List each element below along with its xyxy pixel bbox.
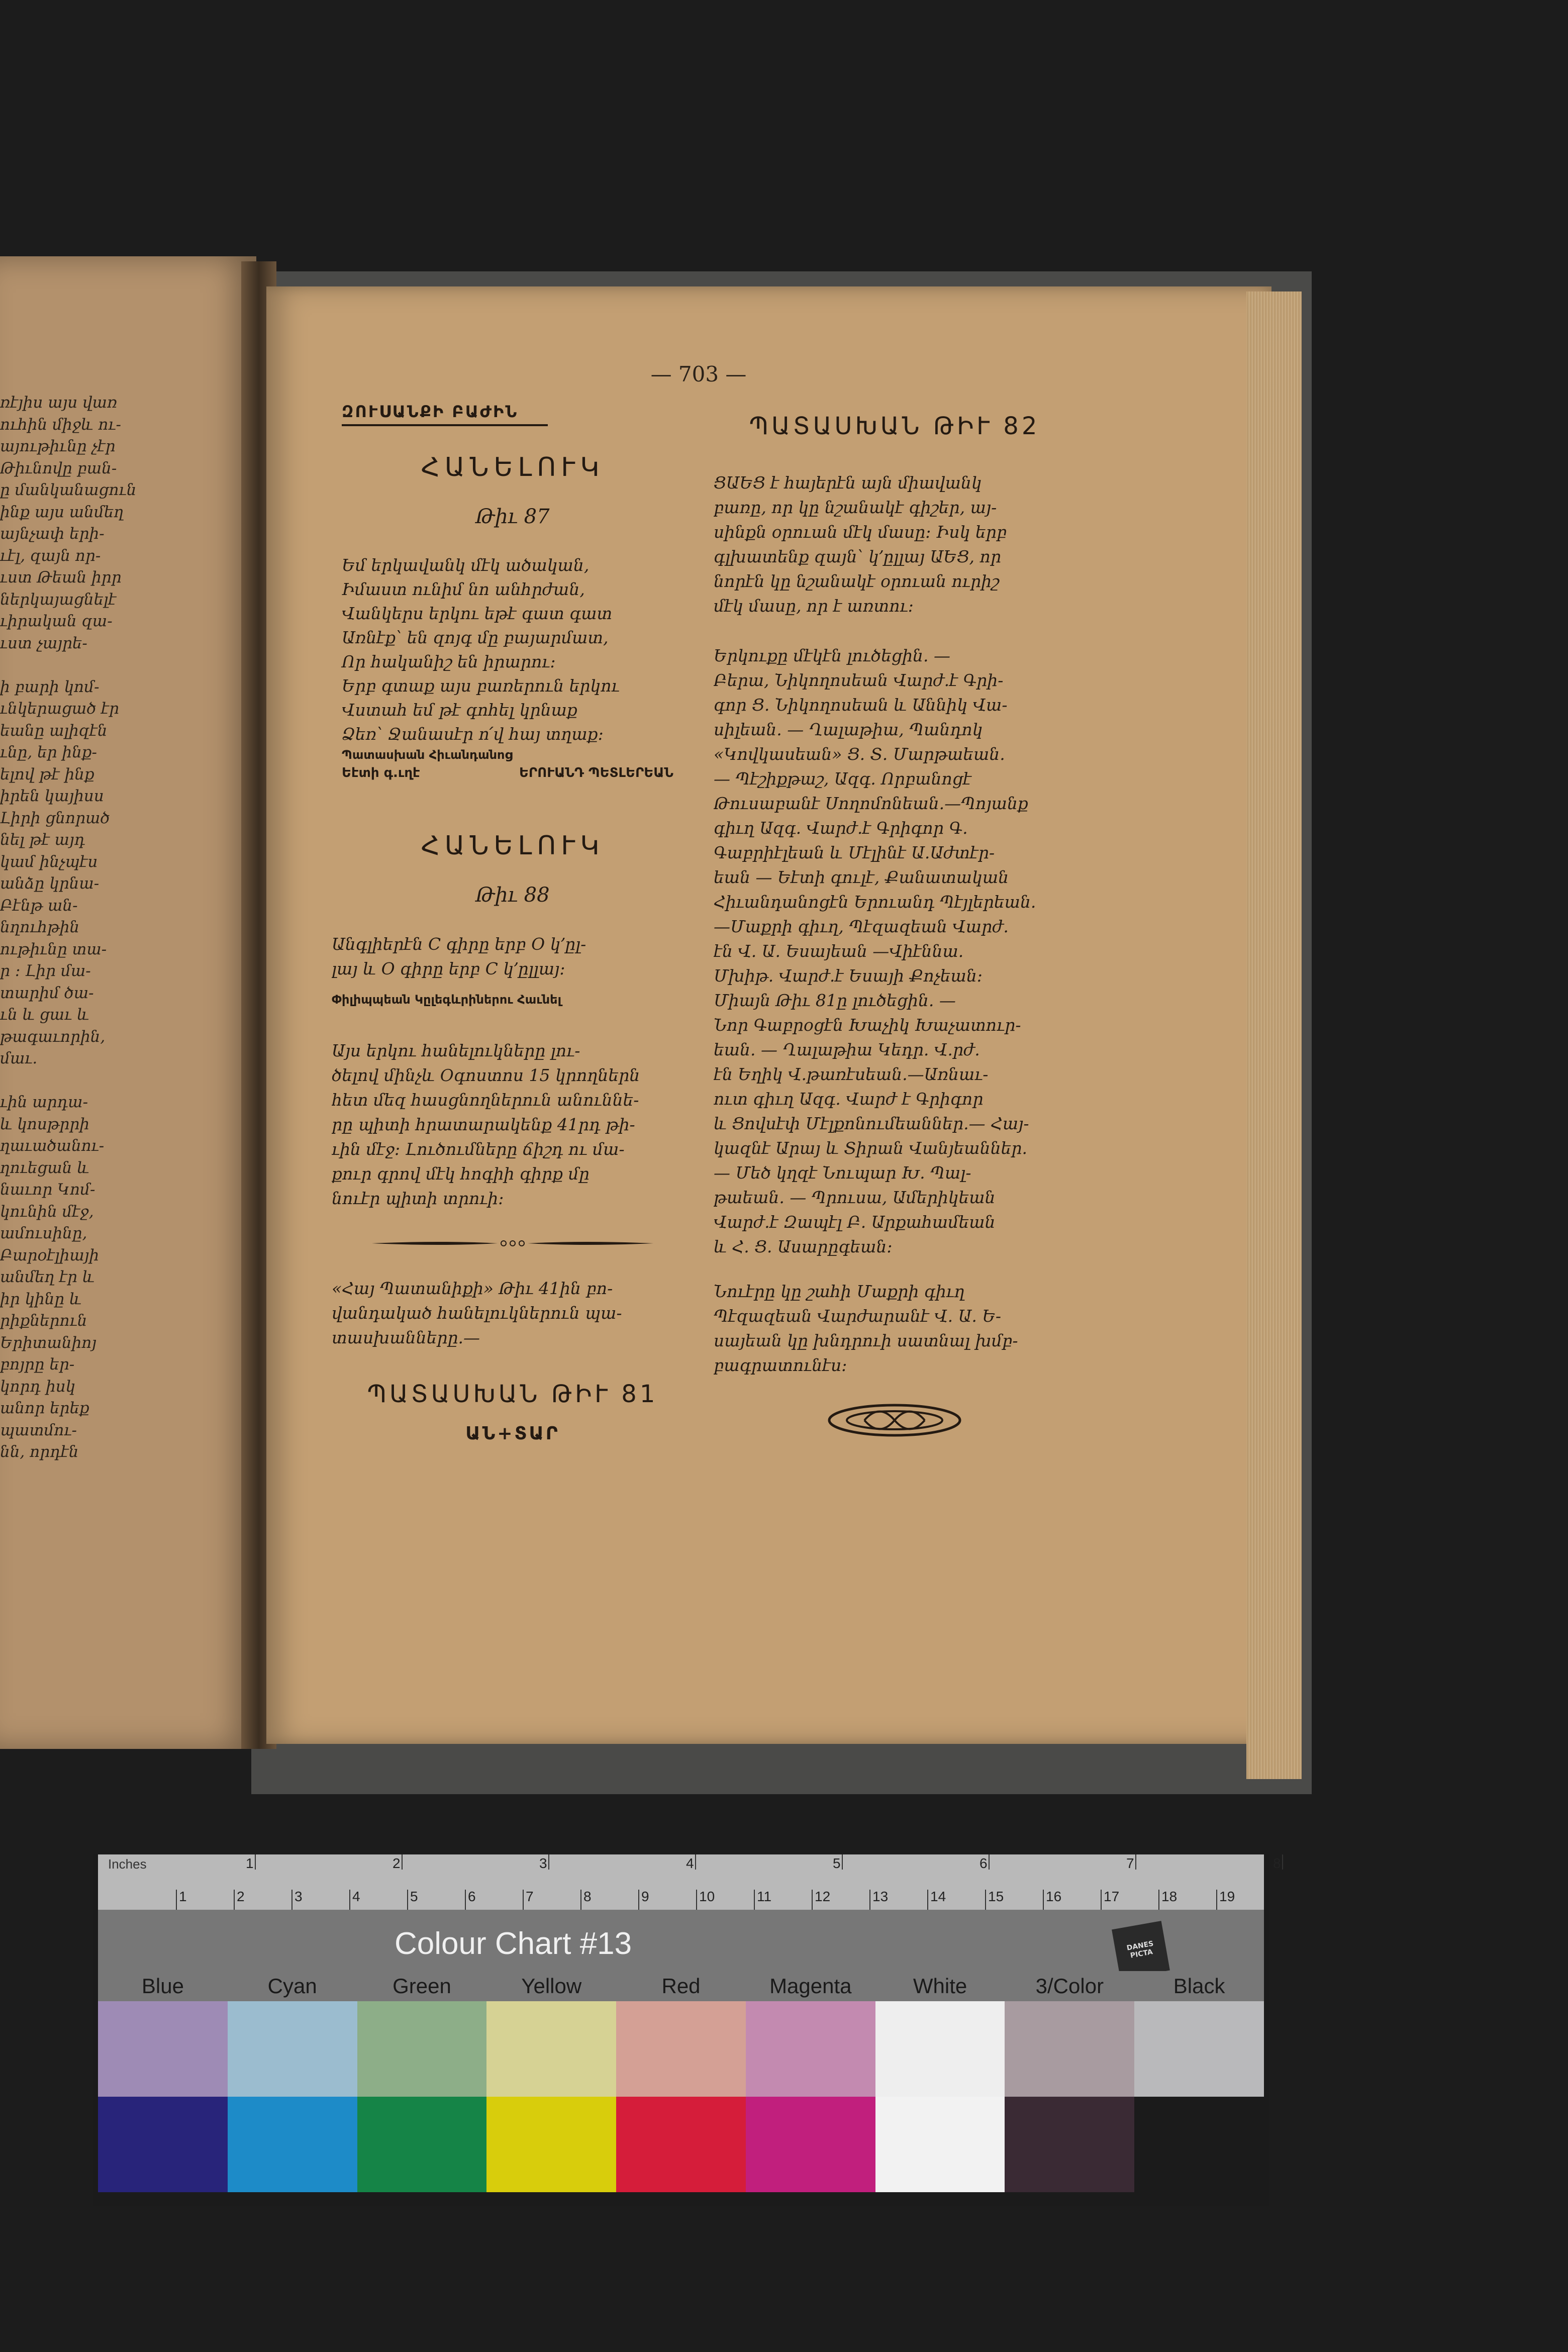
verse-line: Որ հականիշ են իրարու։ xyxy=(342,652,556,671)
inch-tick-label: 4 xyxy=(686,1855,694,1871)
text-line: «Կովկասեան» Ց. Տ. Մարթաեան. xyxy=(714,744,1005,764)
cm-tick xyxy=(1216,1890,1217,1910)
text-line: Միայն Թիւ 81ը լուծեցին. — xyxy=(714,991,956,1010)
cm-tick xyxy=(176,1890,177,1910)
answer-82-explanation xyxy=(714,470,1075,618)
text-line: Հիւանդանոցէն Երուանդ Պէյլերեան. xyxy=(714,892,1036,912)
text-line: էն Եղիկ Վ.թառէսեան.—Առնաւ- xyxy=(714,1064,989,1084)
inch-tick-label: 2 xyxy=(393,1855,401,1871)
colour-swatch-green xyxy=(357,2097,487,2192)
colour-swatch-white xyxy=(875,2001,1005,2097)
cm-tick-label: 13 xyxy=(872,1889,889,1904)
cm-tick-label: 2 xyxy=(237,1889,245,1904)
left-page-line: անմեղ էր և xyxy=(0,1268,95,1286)
left-page-line: պատմու- xyxy=(0,1421,77,1439)
left-page-text xyxy=(0,392,181,1463)
text-line: սիլեան. — Ղալաթիա, Պանդոկ xyxy=(714,720,983,739)
cm-tick xyxy=(1101,1890,1102,1910)
left-page-line: ութիւնը տա- xyxy=(0,940,107,958)
left-page-line: ւիրական զա- xyxy=(0,612,113,630)
ruler xyxy=(98,1854,1281,1911)
left-page-line: նել թէ այդ xyxy=(0,831,85,849)
puzzle-88-title: ՀԱՆԵԼՈՒԿ xyxy=(421,831,605,861)
text-line: Բերա, Նիկողոսեան Վարժ.է Գրի- xyxy=(714,670,1004,690)
text-line: և Ցովսէփ Մէլքոնումեաններ.— Հայ- xyxy=(714,1114,1029,1133)
left-page-line: Թիւնովը բան- xyxy=(0,459,117,477)
swatch-label: 3/Color xyxy=(1035,1974,1104,1998)
cm-tick xyxy=(754,1890,755,1910)
left-page-line: Լիրի ցնորած xyxy=(0,809,110,827)
text-line: մէկ մասը, որ է առտու։ xyxy=(714,596,914,616)
left-column xyxy=(332,452,694,1444)
signature-place: Եէտի գ.ւղէ xyxy=(342,765,420,780)
text-line: ՑԱԵՑ է հայերէն այն միավանկ xyxy=(714,473,982,493)
cm-tick-label: 1 xyxy=(179,1889,187,1904)
left-page-line: ռէյիս այս վառ xyxy=(0,394,118,412)
colour-swatch-blue xyxy=(98,2097,228,2192)
puzzle-88-text xyxy=(332,932,694,981)
verse-line: Երբ գտաք այս բառերուն երկու xyxy=(342,676,620,696)
puzzle-88-number: Թիւ 88 xyxy=(475,884,550,907)
text-line: տասխանները.— xyxy=(332,1328,480,1347)
swatch-label: Cyan xyxy=(267,1974,317,1998)
text-line: Վարժ.է Զապէլ Բ. Արքահամեան xyxy=(714,1212,996,1232)
puzzle-87-credit: Պատասխան Հիւանդանոց xyxy=(342,748,513,762)
inch-tick xyxy=(989,1854,990,1870)
left-page-line: ւն և ցաւ և xyxy=(0,1006,89,1024)
left-page-line: ելով թէ ինք xyxy=(0,765,94,783)
puzzle-87-signature xyxy=(342,765,673,780)
text-line: էն Վ. Ա. Եսայեան —Վիէննա. xyxy=(714,941,964,961)
left-page-line: կունին մէջ, xyxy=(0,1202,94,1221)
text-line: Այս երկու հանելուկները լու- xyxy=(332,1041,580,1060)
colour-swatch-yellow xyxy=(486,2001,616,2097)
cm-tick-label: 10 xyxy=(699,1889,715,1904)
left-page-line: նն, որդէն xyxy=(0,1443,79,1461)
left-page-line: իրեն կայիսս xyxy=(0,787,104,805)
verse-line: Իմաստ ունիմ նո անհրժան, xyxy=(342,579,585,599)
signature-author: ԵՐՈՒԱՆԴ ՊԵՏԼԵՐԵԱՆ xyxy=(519,765,673,780)
colour-swatch-cyan xyxy=(228,2097,357,2192)
swatch-label: Green xyxy=(393,1974,451,1998)
swatch-label: White xyxy=(913,1974,967,1998)
cm-tick-label: 16 xyxy=(1046,1889,1062,1904)
cm-tick xyxy=(1043,1890,1044,1910)
swatch-row-dark xyxy=(98,2097,1264,2192)
cm-tick-label: 3 xyxy=(295,1889,303,1904)
left-page-line: ւստ չայրե- xyxy=(0,634,87,652)
left-page-line: ուհին միջև ու- xyxy=(0,415,121,434)
swatch-label: Yellow xyxy=(521,1974,582,1998)
right-column xyxy=(714,412,1075,1448)
verse-line: Առնէք՝ են զոյգ մը բայարմատ, xyxy=(342,628,609,647)
cm-tick xyxy=(812,1890,813,1910)
text-line: «Հայ Պատանիքի» Թիւ 41ին բո- xyxy=(332,1279,613,1298)
text-line: թաեան. — Պրուսա, Ամերիկեան xyxy=(714,1188,996,1207)
text-line: — Պէշիքթաշ, Ազգ. Որբանոցէ xyxy=(714,769,971,789)
cm-tick xyxy=(985,1890,986,1910)
colour-swatch-magenta xyxy=(746,2001,875,2097)
swatch-label: Red xyxy=(661,1974,701,1998)
text-line: բագրատունէս։ xyxy=(714,1355,847,1375)
colour-swatch-3-color xyxy=(1005,2097,1134,2192)
inch-tick-label: 8 xyxy=(1273,1855,1281,1871)
text-line: գոր Ց. Նիկողոսեան և Աննիկ Վա- xyxy=(714,695,1008,715)
text-line: Նոր Գաբրօցէն Խաչիկ Խաչատուր- xyxy=(714,1015,1021,1035)
text-line: Երկուքը մէկէն լուծեցին. — xyxy=(714,646,951,665)
cm-tick xyxy=(638,1890,639,1910)
answer-82-title: ՊԱՏԱՍԽԱՆ ԹԻՒ 82 xyxy=(749,412,1040,440)
cm-tick-label: 12 xyxy=(815,1889,831,1904)
verse-line: Վանկերս երկու եթէ գատ գատ xyxy=(342,604,613,623)
rules-paragraph xyxy=(332,1038,694,1211)
left-page-line: տարիմ ծա- xyxy=(0,984,94,1002)
cm-tick xyxy=(1158,1890,1159,1910)
inch-tick-label: 7 xyxy=(1126,1855,1134,1871)
colour-swatch-black xyxy=(1134,2001,1264,2097)
left-page-line: ւէլ, զայն որ- xyxy=(0,546,101,565)
inch-tick-label: 6 xyxy=(979,1855,988,1871)
cm-tick-label: 7 xyxy=(526,1889,534,1904)
inch-tick xyxy=(842,1854,843,1870)
text-line: կազնէ Արայ և Տիրան Վանյեաններ. xyxy=(714,1138,1028,1158)
cm-tick xyxy=(580,1890,581,1910)
text-line: սայեան կը խնդրուի սատնալ խմբ- xyxy=(714,1331,1018,1350)
text-line: Թուսաբանէ Սողոմոնեան.—Պոյանք xyxy=(714,794,1028,813)
left-page-line: իր կինը և xyxy=(0,1290,82,1308)
text-line: գիւղ Ազգ. Վարժ.է Գրիգոր Գ. xyxy=(714,818,968,838)
answers-intro xyxy=(332,1276,694,1350)
left-page-line: ւնկերացած էր xyxy=(0,700,119,718)
left-page-line: մաւ. xyxy=(0,1049,38,1067)
cm-tick xyxy=(869,1890,870,1910)
left-page-line: Բէնթ ան- xyxy=(0,896,78,915)
text-line: —Մաքրի գիւղ, Պէզազեան Վարժ. xyxy=(714,917,1009,936)
inch-tick xyxy=(402,1854,403,1870)
page-number: — 703 — xyxy=(650,362,747,386)
left-page-line: ինք այս անմեղ xyxy=(0,503,124,521)
cm-tick-label: 9 xyxy=(641,1889,649,1904)
inch-tick xyxy=(548,1854,549,1870)
left-page-line: նաւոր Կոմ- xyxy=(0,1181,95,1199)
inch-tick xyxy=(255,1854,256,1870)
cm-tick-label: 15 xyxy=(988,1889,1004,1904)
text-line: նորէն կը նշանակէ օրուան ուրիշ xyxy=(714,571,1000,591)
text-line: լայ և O գիրը երբ C կ՚ըլլայ։ xyxy=(332,959,565,978)
verse-line: Վստահ եմ թէ գոհել կրնաք xyxy=(342,700,577,720)
inch-tick-label: 1 xyxy=(246,1855,254,1871)
text-line: նուէր պիտի տրուի։ xyxy=(332,1189,504,1208)
chart-title-band xyxy=(98,1911,1264,1971)
cm-tick xyxy=(349,1890,350,1910)
colour-swatch-red xyxy=(616,2001,746,2097)
swatch-labels xyxy=(98,1971,1264,2001)
cm-tick-label: 6 xyxy=(468,1889,476,1904)
left-page-line xyxy=(0,1070,181,1092)
solvers-list xyxy=(714,643,1075,1259)
puzzle-88-credit: Փիլիպպեան Կըլեգևրիներու Հաւնել xyxy=(332,993,561,1007)
text-line: քուր գրով մէկ հոգիի գիրք մը xyxy=(332,1164,590,1184)
left-page-line: թագաւորին, xyxy=(0,1027,106,1046)
verse-line: Ձեռ՝ Ջանասէր ո՛վ հայ տղաք։ xyxy=(342,724,604,744)
left-page-line: ամուսինը, xyxy=(0,1224,87,1242)
inch-tick xyxy=(695,1854,696,1870)
cm-tick-label: 5 xyxy=(410,1889,418,1904)
text-line: Անգլիերէն C գիրը երբ O կ՚ըլ- xyxy=(332,934,586,954)
inch-tick xyxy=(1135,1854,1136,1870)
swatch-label: Blue xyxy=(141,1974,184,1998)
left-page-line: ւնը, եր ինք- xyxy=(0,743,97,761)
text-line: ուտ գիւղ Ազգ. Վարժ է Գրիգոր xyxy=(714,1089,984,1109)
left-page-line: անձը կրնա- xyxy=(0,874,100,893)
cm-tick xyxy=(234,1890,235,1910)
puzzle-87-title: ՀԱՆԵԼՈՒԿ xyxy=(421,452,605,482)
text-line: սինքն օրուան մէկ մասը։ Իսկ երբ xyxy=(714,522,1007,542)
text-line: րը պիտի հրատարակենք 41րդ թի- xyxy=(332,1115,635,1134)
prize-paragraph xyxy=(714,1279,1075,1378)
left-page-line: այութիւնը չէր xyxy=(0,437,116,455)
colour-swatch-3-color xyxy=(1005,2001,1134,2097)
inch-tick xyxy=(1282,1854,1283,1870)
swatch-label: Black xyxy=(1173,1974,1225,1998)
left-page-line: այնչափ երի- xyxy=(0,525,105,543)
divider-ornament xyxy=(372,1238,653,1248)
left-page-line: ւին արդա- xyxy=(0,1093,88,1111)
cm-tick-label: 8 xyxy=(583,1889,592,1904)
left-page-line: բոյրը եր- xyxy=(0,1355,75,1374)
left-page-line xyxy=(0,654,181,676)
text-line: եան — Եէտի գուլէ, Քանատական xyxy=(714,867,1009,887)
cm-tick xyxy=(927,1890,928,1910)
left-page-line: ը մանկանացուն xyxy=(0,481,137,499)
text-line: ծելով մինչև Օգոստոս 15 կրողներն xyxy=(332,1065,640,1085)
left-page-line: Բարօէլիայի xyxy=(0,1246,100,1264)
text-line: — Մեծ կղզէ Նուպար Խ. Պալ- xyxy=(714,1163,971,1183)
inch-tick-label: 3 xyxy=(539,1855,547,1871)
colour-swatch-red xyxy=(616,2097,746,2192)
colour-swatch-white xyxy=(875,2097,1005,2192)
chart-title: Colour Chart #13 xyxy=(395,1926,632,1961)
colour-swatch-magenta xyxy=(746,2097,875,2192)
text-line: Պէզազեան Վարժարանէ Վ. Ա. Ե- xyxy=(714,1306,1002,1326)
swatch-label: Magenta xyxy=(769,1974,852,1998)
left-page-line: ղուեցան և xyxy=(0,1158,89,1177)
verse-line: Եմ երկավանկ մէկ ածական, xyxy=(342,555,590,575)
cm-tick xyxy=(696,1890,697,1910)
section-header: ԶՈՒՍԱՆՔԻ ԲԱԺԻՆ xyxy=(342,402,548,426)
left-page-line: նղուհթին xyxy=(0,918,80,936)
text-line: գլխատենք զայն՝ կ՚ըլլայ ԱԵՑ, որ xyxy=(714,547,1002,566)
text-line: և Հ. Ց. Ասարըգեան։ xyxy=(714,1237,893,1256)
left-page-line: անոր երեք xyxy=(0,1399,89,1417)
colour-swatch-black xyxy=(1134,2097,1264,2192)
text-line: եան. — Ղալաթիա Կեդր. Վ.րժ. xyxy=(714,1040,980,1059)
left-page-line: Երիտանիոյ xyxy=(0,1333,96,1352)
inch-tick-label: 5 xyxy=(833,1855,841,1871)
left-page-line: ր ։ Լիր մա- xyxy=(0,962,91,980)
swatch-row-light xyxy=(98,2001,1264,2097)
cm-tick xyxy=(407,1890,408,1910)
left-page-line: և կոսթրրի xyxy=(0,1115,89,1133)
cm-tick-label: 17 xyxy=(1104,1889,1120,1904)
end-ornament xyxy=(714,1393,1075,1448)
text-line: Գաբրիէլեան և Մէլինէ Ա.Աժտէր- xyxy=(714,843,995,862)
colour-swatch-blue xyxy=(98,2001,228,2097)
left-page-line: ի բարի կոմ- xyxy=(0,677,100,696)
text-line: բառը, որ կը նշանակէ գիշեր, այ- xyxy=(714,498,997,517)
cm-tick xyxy=(465,1890,466,1910)
text-line: ւին մէջ։ Լուծումները ճիշդ ու մա- xyxy=(332,1139,625,1159)
text-line: Մխիթ. Վարժ.է Եսայի Քոչեան։ xyxy=(714,966,983,986)
puzzle-87-verse xyxy=(342,553,694,746)
cm-tick-label: 4 xyxy=(352,1889,360,1904)
colour-chart xyxy=(93,1854,1281,2206)
text-line: վանդակած հանելուկներուն պա- xyxy=(332,1303,622,1323)
puzzle-87-number: Թիւ 87 xyxy=(475,505,550,528)
text-line: հետ մեզ հասցնողներուն անուննե- xyxy=(332,1090,639,1110)
answer-81-value: ԱՆ+ՏԱՐ xyxy=(465,1423,560,1444)
page-edges xyxy=(1246,291,1302,1779)
left-page-line: կամ ինչպէս xyxy=(0,852,98,871)
left-page-line: րիքներուն xyxy=(0,1312,87,1330)
left-page-line: կորդ իսկ xyxy=(0,1377,76,1396)
colour-swatch-yellow xyxy=(486,2097,616,2192)
cm-tick xyxy=(523,1890,524,1910)
answer-81-title: ՊԱՏԱՍԽԱՆ ԹԻՒ 81 xyxy=(367,1380,658,1408)
cm-tick xyxy=(291,1890,292,1910)
text-line: Նուէրը կը շահի Մաքրի գիւղ xyxy=(714,1282,965,1301)
left-page-line: ւստ Թեան իրր xyxy=(0,568,122,586)
colour-swatch-green xyxy=(357,2001,487,2097)
cm-tick-label: 18 xyxy=(1161,1889,1178,1904)
left-page-line: ղաւածանու- xyxy=(0,1137,105,1155)
left-page-line: ներկայացնելէ xyxy=(0,590,117,609)
cm-tick-label: 19 xyxy=(1219,1889,1235,1904)
cm-tick-label: 14 xyxy=(930,1889,946,1904)
ruler-label-inches: Inches xyxy=(108,1856,147,1872)
left-page-line: եանը ալիզէն xyxy=(0,721,108,740)
left-page xyxy=(0,256,256,1749)
colour-swatch-cyan xyxy=(228,2001,357,2097)
danes-picta-logo: DANES PICTA xyxy=(1112,1921,1170,1979)
cm-tick-label: 11 xyxy=(757,1889,772,1904)
